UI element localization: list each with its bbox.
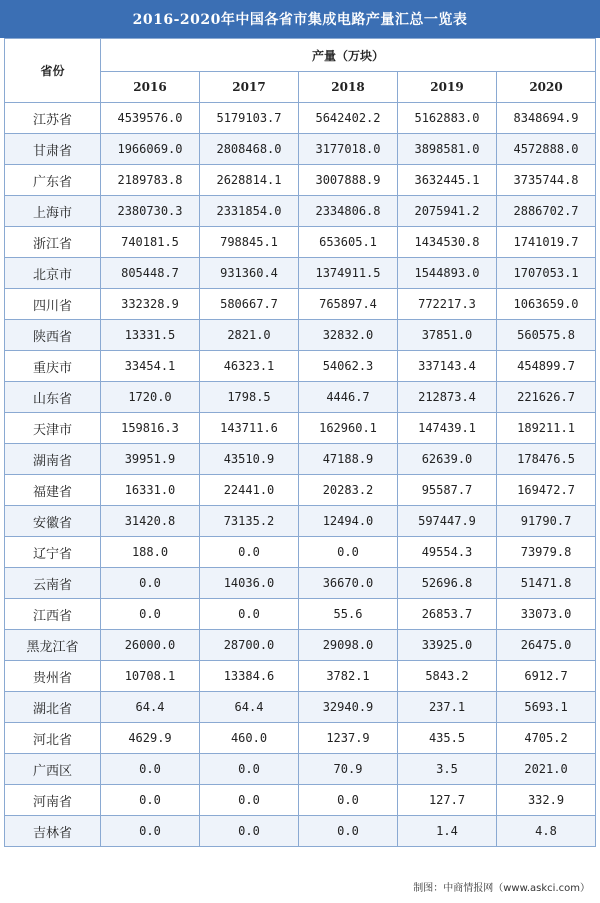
table-row <box>5 599 596 630</box>
table-row <box>5 351 596 382</box>
quantity-column-header: 产量（万块） <box>101 39 596 72</box>
value-cell: 1741019.7 <box>497 227 596 258</box>
table-row <box>5 227 596 258</box>
value-cell: 2331854.0 <box>200 196 299 227</box>
province-cell: 辽宁省 <box>5 537 101 568</box>
value-cell: 1374911.5 <box>299 258 398 289</box>
province-cell: 江苏省 <box>5 103 101 134</box>
value-cell: 0.0 <box>101 568 200 599</box>
province-cell: 河北省 <box>5 723 101 754</box>
value-cell: 4572888.0 <box>497 134 596 165</box>
province-cell: 安徽省 <box>5 506 101 537</box>
value-cell: 3632445.1 <box>398 165 497 196</box>
value-cell: 4.8 <box>497 816 596 847</box>
province-cell: 山东省 <box>5 382 101 413</box>
province-cell: 广东省 <box>5 165 101 196</box>
table-row <box>5 785 596 816</box>
value-cell: 26000.0 <box>101 630 200 661</box>
value-cell: 560575.8 <box>497 320 596 351</box>
value-cell: 12494.0 <box>299 506 398 537</box>
value-cell: 3898581.0 <box>398 134 497 165</box>
value-cell: 36670.0 <box>299 568 398 599</box>
value-cell: 2628814.1 <box>200 165 299 196</box>
value-cell: 1966069.0 <box>101 134 200 165</box>
value-cell: 91790.7 <box>497 506 596 537</box>
value-cell: 178476.5 <box>497 444 596 475</box>
value-cell: 33073.0 <box>497 599 596 630</box>
value-cell: 95587.7 <box>398 475 497 506</box>
province-cell: 黑龙江省 <box>5 630 101 661</box>
value-cell: 212873.4 <box>398 382 497 413</box>
table-row <box>5 506 596 537</box>
province-cell: 重庆市 <box>5 351 101 382</box>
value-cell: 4705.2 <box>497 723 596 754</box>
value-cell: 460.0 <box>200 723 299 754</box>
value-cell: 26853.7 <box>398 599 497 630</box>
province-cell: 天津市 <box>5 413 101 444</box>
value-cell: 332.9 <box>497 785 596 816</box>
value-cell: 435.5 <box>398 723 497 754</box>
year-header: 2018 <box>299 72 398 103</box>
value-cell: 4539576.0 <box>101 103 200 134</box>
province-cell: 广西区 <box>5 754 101 785</box>
province-cell: 甘肃省 <box>5 134 101 165</box>
province-cell: 江西省 <box>5 599 101 630</box>
value-cell: 73979.8 <box>497 537 596 568</box>
value-cell: 2886702.7 <box>497 196 596 227</box>
table-row <box>5 103 596 134</box>
table-row <box>5 320 596 351</box>
value-cell: 454899.7 <box>497 351 596 382</box>
table-row <box>5 134 596 165</box>
value-cell: 143711.6 <box>200 413 299 444</box>
value-cell: 1237.9 <box>299 723 398 754</box>
value-cell: 5843.2 <box>398 661 497 692</box>
value-cell: 55.6 <box>299 599 398 630</box>
value-cell: 1434530.8 <box>398 227 497 258</box>
value-cell: 740181.5 <box>101 227 200 258</box>
table-row <box>5 475 596 506</box>
value-cell: 32940.9 <box>299 692 398 723</box>
value-cell: 1544893.0 <box>398 258 497 289</box>
value-cell: 2021.0 <box>497 754 596 785</box>
value-cell: 0.0 <box>299 785 398 816</box>
value-cell: 43510.9 <box>200 444 299 475</box>
province-cell: 上海市 <box>5 196 101 227</box>
table-row <box>5 630 596 661</box>
value-cell: 332328.9 <box>101 289 200 320</box>
value-cell: 189211.1 <box>497 413 596 444</box>
value-cell: 188.0 <box>101 537 200 568</box>
value-cell: 37851.0 <box>398 320 497 351</box>
value-cell: 29098.0 <box>299 630 398 661</box>
value-cell: 3177018.0 <box>299 134 398 165</box>
value-cell: 1707053.1 <box>497 258 596 289</box>
table-row <box>5 816 596 847</box>
value-cell: 13384.6 <box>200 661 299 692</box>
table-row <box>5 723 596 754</box>
value-cell: 337143.4 <box>398 351 497 382</box>
value-cell: 3007888.9 <box>299 165 398 196</box>
value-cell: 1798.5 <box>200 382 299 413</box>
province-cell: 湖北省 <box>5 692 101 723</box>
province-cell: 湖南省 <box>5 444 101 475</box>
value-cell: 0.0 <box>200 754 299 785</box>
value-cell: 931360.4 <box>200 258 299 289</box>
value-cell: 162960.1 <box>299 413 398 444</box>
province-cell: 四川省 <box>5 289 101 320</box>
table-row <box>5 568 596 599</box>
value-cell: 2075941.2 <box>398 196 497 227</box>
value-cell: 31420.8 <box>101 506 200 537</box>
value-cell: 16331.0 <box>101 475 200 506</box>
table-row <box>5 258 596 289</box>
province-cell: 浙江省 <box>5 227 101 258</box>
value-cell: 2808468.0 <box>200 134 299 165</box>
value-cell: 0.0 <box>101 785 200 816</box>
value-cell: 13331.5 <box>101 320 200 351</box>
value-cell: 0.0 <box>200 537 299 568</box>
value-cell: 0.0 <box>200 599 299 630</box>
value-cell: 580667.7 <box>200 289 299 320</box>
value-cell: 39951.9 <box>101 444 200 475</box>
value-cell: 32832.0 <box>299 320 398 351</box>
table-body <box>5 103 596 847</box>
value-cell: 47188.9 <box>299 444 398 475</box>
source-credit: 制图：中商情报网（www.askci.com） <box>413 882 590 894</box>
value-cell: 798845.1 <box>200 227 299 258</box>
value-cell: 54062.3 <box>299 351 398 382</box>
value-cell: 0.0 <box>299 816 398 847</box>
value-cell: 147439.1 <box>398 413 497 444</box>
value-cell: 169472.7 <box>497 475 596 506</box>
value-cell: 14036.0 <box>200 568 299 599</box>
value-cell: 3735744.8 <box>497 165 596 196</box>
value-cell: 20283.2 <box>299 475 398 506</box>
province-cell: 贵州省 <box>5 661 101 692</box>
value-cell: 2821.0 <box>200 320 299 351</box>
value-cell: 765897.4 <box>299 289 398 320</box>
value-cell: 653605.1 <box>299 227 398 258</box>
value-cell: 3782.1 <box>299 661 398 692</box>
value-cell: 26475.0 <box>497 630 596 661</box>
value-cell: 237.1 <box>398 692 497 723</box>
table-row <box>5 692 596 723</box>
value-cell: 4629.9 <box>101 723 200 754</box>
value-cell: 221626.7 <box>497 382 596 413</box>
value-cell: 2380730.3 <box>101 196 200 227</box>
province-cell: 北京市 <box>5 258 101 289</box>
table-title: 2016-2020年中国各省市集成电路产量汇总一览表 <box>0 0 600 38</box>
province-cell: 吉林省 <box>5 816 101 847</box>
value-cell: 2189783.8 <box>101 165 200 196</box>
value-cell: 22441.0 <box>200 475 299 506</box>
province-cell: 河南省 <box>5 785 101 816</box>
value-cell: 5179103.7 <box>200 103 299 134</box>
table-row <box>5 382 596 413</box>
value-cell: 0.0 <box>101 599 200 630</box>
value-cell: 33925.0 <box>398 630 497 661</box>
value-cell: 0.0 <box>101 754 200 785</box>
table-row <box>5 196 596 227</box>
value-cell: 5162883.0 <box>398 103 497 134</box>
value-cell: 0.0 <box>200 816 299 847</box>
header-row-top <box>5 39 596 72</box>
year-header: 2016 <box>101 72 200 103</box>
value-cell: 597447.9 <box>398 506 497 537</box>
value-cell: 51471.8 <box>497 568 596 599</box>
province-cell: 福建省 <box>5 475 101 506</box>
province-cell: 陕西省 <box>5 320 101 351</box>
year-header: 2019 <box>398 72 497 103</box>
value-cell: 52696.8 <box>398 568 497 599</box>
value-cell: 46323.1 <box>200 351 299 382</box>
value-cell: 805448.7 <box>101 258 200 289</box>
value-cell: 5693.1 <box>497 692 596 723</box>
value-cell: 4446.7 <box>299 382 398 413</box>
value-cell: 6912.7 <box>497 661 596 692</box>
value-cell: 3.5 <box>398 754 497 785</box>
value-cell: 10708.1 <box>101 661 200 692</box>
province-cell: 云南省 <box>5 568 101 599</box>
table-row <box>5 444 596 475</box>
value-cell: 1.4 <box>398 816 497 847</box>
year-header: 2017 <box>200 72 299 103</box>
production-table <box>4 38 596 847</box>
value-cell: 62639.0 <box>398 444 497 475</box>
value-cell: 1720.0 <box>101 382 200 413</box>
value-cell: 0.0 <box>299 537 398 568</box>
value-cell: 70.9 <box>299 754 398 785</box>
table-row <box>5 537 596 568</box>
year-header: 2020 <box>497 72 596 103</box>
table-row <box>5 754 596 785</box>
table-row <box>5 413 596 444</box>
value-cell: 64.4 <box>200 692 299 723</box>
value-cell: 8348694.9 <box>497 103 596 134</box>
value-cell: 49554.3 <box>398 537 497 568</box>
province-column-header: 省份 <box>5 39 101 103</box>
value-cell: 28700.0 <box>200 630 299 661</box>
table-row <box>5 165 596 196</box>
value-cell: 159816.3 <box>101 413 200 444</box>
value-cell: 0.0 <box>101 816 200 847</box>
value-cell: 1063659.0 <box>497 289 596 320</box>
value-cell: 64.4 <box>101 692 200 723</box>
value-cell: 5642402.2 <box>299 103 398 134</box>
value-cell: 73135.2 <box>200 506 299 537</box>
value-cell: 772217.3 <box>398 289 497 320</box>
value-cell: 0.0 <box>200 785 299 816</box>
value-cell: 127.7 <box>398 785 497 816</box>
value-cell: 2334806.8 <box>299 196 398 227</box>
value-cell: 33454.1 <box>101 351 200 382</box>
table-row <box>5 289 596 320</box>
table-row <box>5 661 596 692</box>
